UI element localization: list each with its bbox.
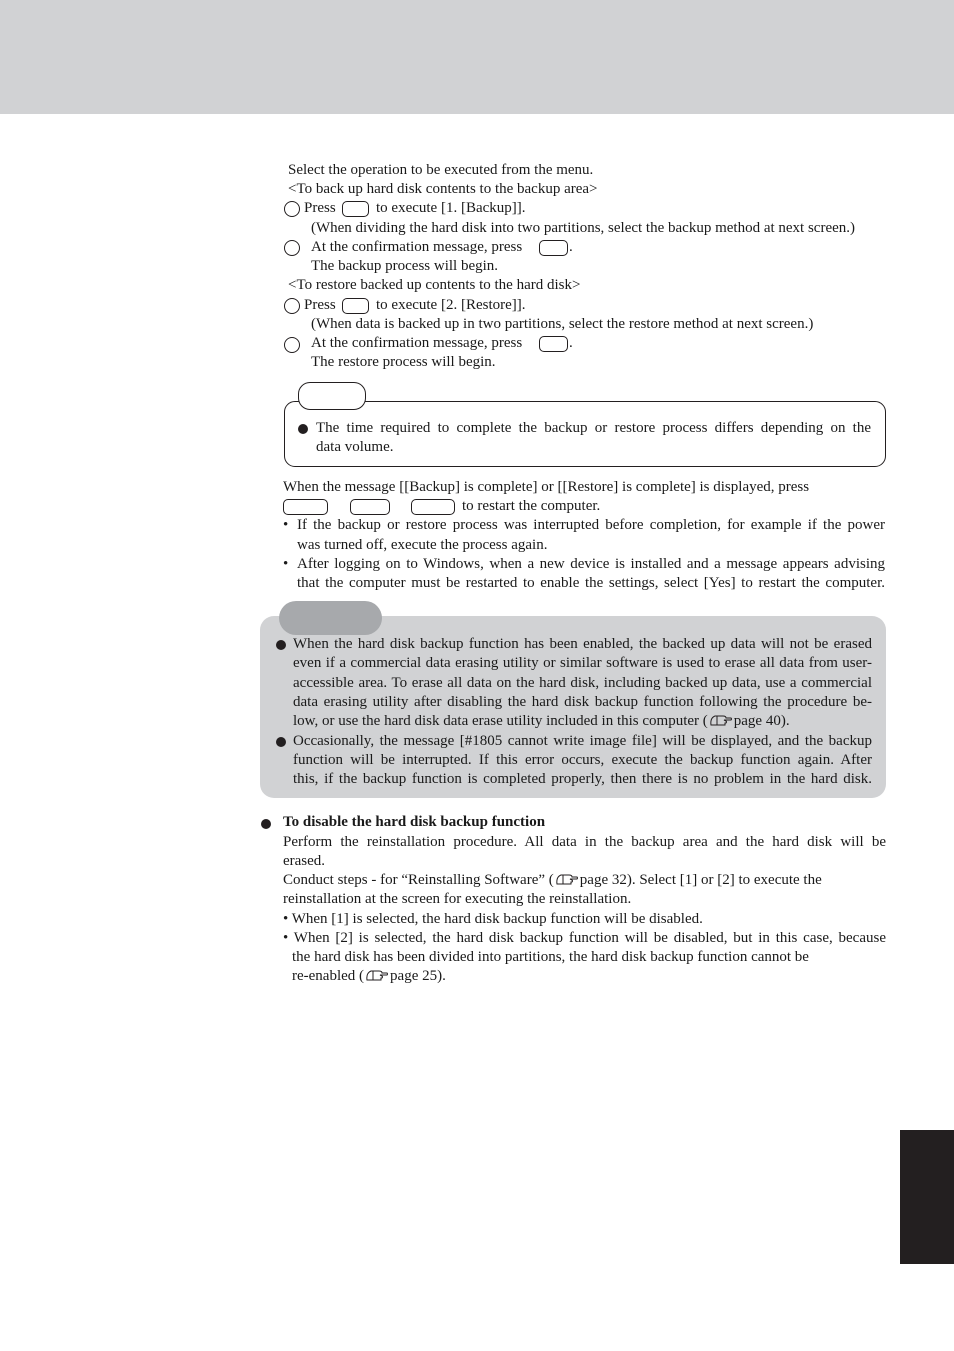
backup-begin-text: The backup process will begin.: [311, 258, 499, 274]
caution-item1-line-5b: page 40).: [733, 713, 790, 729]
disable-text-line-1: Perform the reinstallation procedure. All data in the backup area and the hard disk will be: [283, 834, 886, 850]
restart-text: to restart the computer.: [462, 498, 601, 514]
key-icon: [539, 336, 568, 352]
restore-partition-note: (When data is backed up in two partitions, select the restore method at next screen.): [311, 316, 814, 332]
key-icon: [342, 201, 369, 217]
confirm-press-text: At the confirmation message, press: [311, 239, 523, 255]
period: .: [569, 239, 573, 255]
backup-heading: <To back up hard disk contents to the backup area>: [288, 181, 598, 197]
period: .: [569, 335, 573, 351]
completion-text: When the message [[Backup] is complete] or [[Restore] is complete] is displayed, press: [283, 479, 810, 495]
chapter-tab: [900, 1130, 954, 1264]
disable-item2-line-3: [292, 967, 446, 986]
restore-begin-text: The restore process will begin.: [311, 354, 496, 370]
small-bullet: •: [283, 556, 289, 572]
step-circle-icon: [284, 201, 300, 217]
disable-text-line-3: [283, 871, 886, 890]
windows-text-line-1: After logging on to Windows, when a new device is installed and a message appears advising: [297, 556, 885, 572]
conduct-steps-text: Conduct steps - for “Reinstalling Software” (: [283, 872, 554, 888]
note-text-line-2: data volume.: [316, 439, 394, 455]
caution-item1-line-4: data erasing utility after disabling the hard disk backup function following the procedure be-: [293, 694, 872, 710]
disable-text-line-4: reinstallation at the screen for executing the reinstallation.: [283, 891, 632, 907]
disable-item2-line-2: the hard disk has been divided into partitions, the hard disk backup function cannot be: [292, 949, 809, 965]
key-icon: [342, 298, 369, 314]
pointing-hand-icon: [555, 871, 579, 887]
note-text-line-1: The time required to complete the backup or restore process differs depending on the: [316, 420, 871, 436]
bullet-icon: [261, 819, 271, 829]
key-icon: [411, 499, 455, 515]
key-icon: [539, 240, 568, 256]
disable-item1: • When [1] is selected, the hard disk backup function will be disabled.: [283, 911, 703, 927]
windows-text-line-2: that the computer must be restarted to enable the settings, select [Yes] to restart the computer.: [297, 575, 885, 591]
note-tab: [298, 382, 366, 410]
interrupted-text-line-1: If the backup or restore process was interrupted before completion, for example if the power: [297, 517, 885, 533]
confirm-press-text: At the confirmation message, press: [311, 335, 523, 351]
re-enabled-text: re-enabled (: [292, 968, 365, 984]
step-circle-icon: [284, 240, 300, 256]
press-label: Press: [304, 297, 336, 313]
step-circle-icon: [284, 337, 300, 353]
small-bullet: •: [283, 517, 289, 533]
header-band: [0, 0, 954, 114]
restore-execute-text: to execute [2. [Restore]].: [376, 297, 526, 313]
caution-item1-line-5a: low, or use the hard disk data erase utility included in this computer (: [293, 713, 708, 729]
disable-heading: To disable the hard disk backup function: [283, 814, 546, 830]
select-text: page 32). Select [1] or [2] to execute the: [579, 872, 822, 888]
caution-item1-line-3: accessible area. To erase all data on the hard disk, including backed up data, use a commercial: [293, 675, 872, 691]
bullet-icon: [276, 640, 286, 650]
caution-item2-line-3: this, if the backup function is completed properly, then there is no problem in the hard disk.: [293, 771, 872, 787]
backup-execute-text: to execute [1. [Backup]].: [376, 200, 526, 216]
key-icon: [283, 499, 328, 515]
caution-item1-line-2: even if a commercial data erasing utility or similar software is used to erase all data from user-: [293, 655, 872, 671]
select-operation-text: Select the operation to be executed from the menu.: [288, 162, 594, 178]
caution-item1-line-1: When the hard disk backup function has been enabled, the backed up data will not be erased: [293, 636, 872, 652]
caution-tab: [279, 601, 382, 635]
bullet-icon: [298, 424, 308, 434]
backup-partition-note: (When dividing the hard disk into two partitions, select the backup method at next screen.): [311, 220, 856, 236]
pointing-hand-icon: [709, 712, 733, 728]
step-circle-icon: [284, 298, 300, 314]
press-label: Press: [304, 200, 336, 216]
key-icon: [350, 499, 390, 515]
restore-heading: <To restore backed up contents to the hard disk>: [288, 277, 581, 293]
caution-item2-line-1: Occasionally, the message [#1805 cannot write image file] will be displayed, and the backup: [293, 733, 872, 749]
caution-item2-line-2: function will be interrupted. If this error occurs, execute the backup function again. After: [293, 752, 872, 768]
disable-item2-line-1: • When [2] is selected, the hard disk backup function will be disabled, but in this case, because: [283, 930, 886, 946]
disable-text-line-2: erased.: [283, 853, 326, 869]
caution-item1-line-5: [293, 712, 790, 731]
pointing-hand-icon: [365, 967, 389, 983]
bullet-icon: [276, 737, 286, 747]
page-ref-text: page 25).: [390, 968, 446, 984]
interrupted-text-line-2: was turned off, execute the process again.: [297, 537, 548, 553]
